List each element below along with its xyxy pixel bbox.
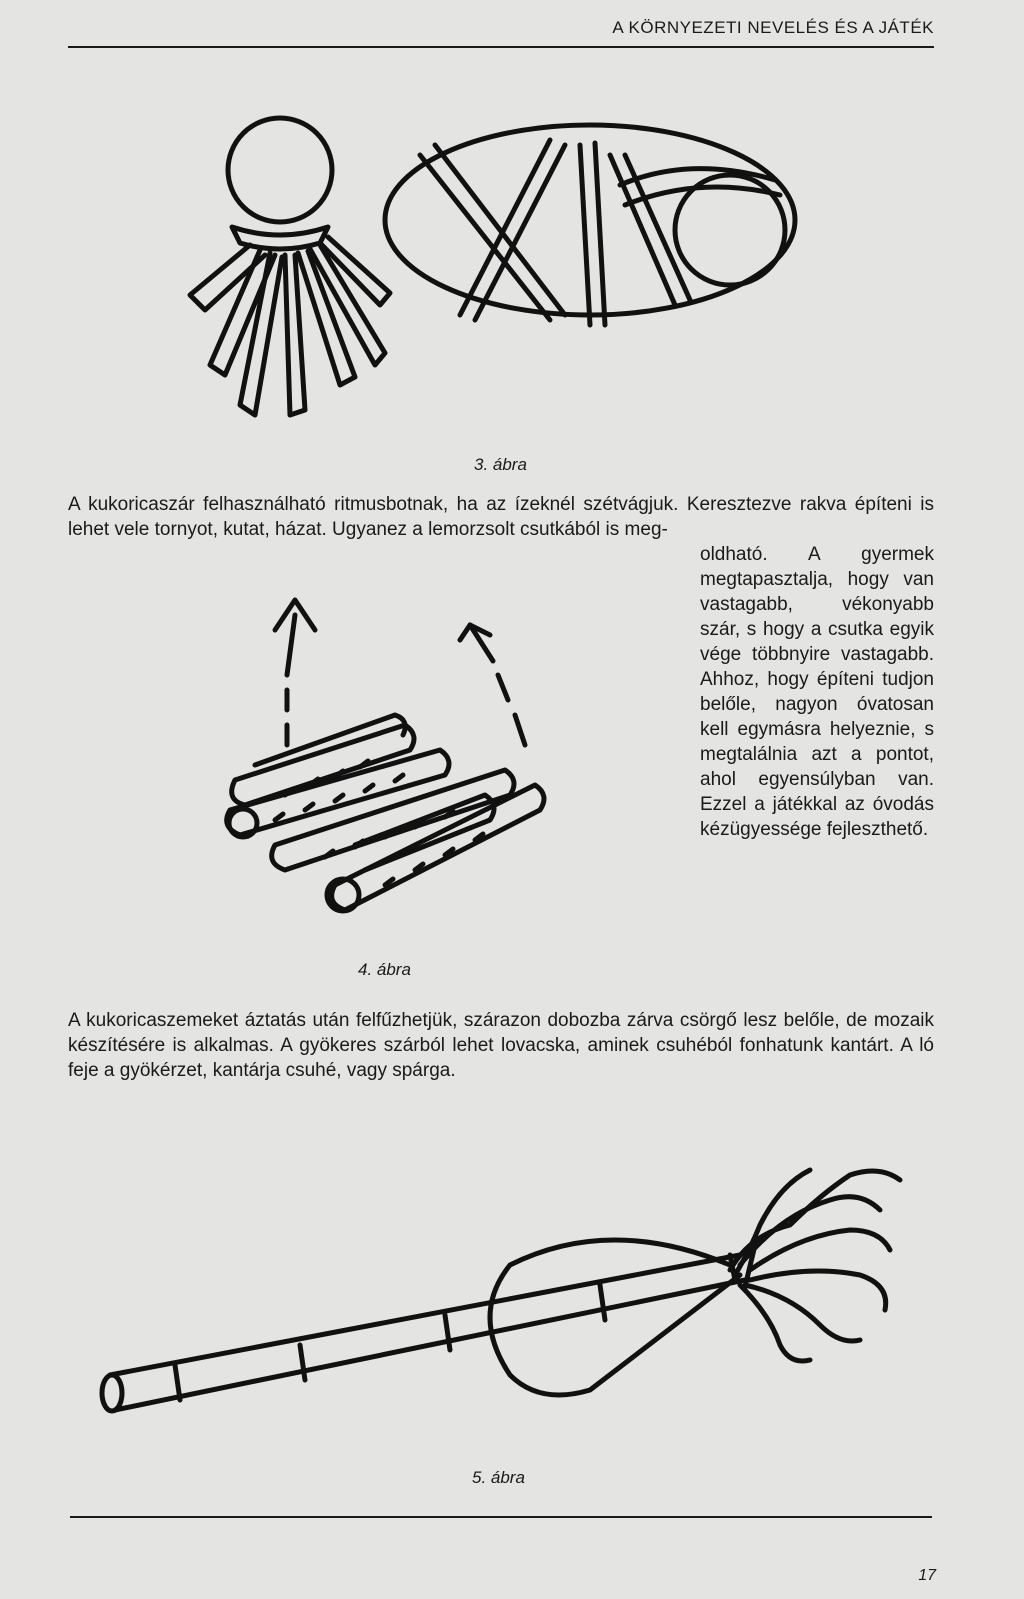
figure-4-drawing (215, 595, 560, 930)
arrow-up-left (287, 615, 295, 745)
header-rule (68, 46, 934, 48)
paragraph-kukoricaszemek: A kukoricaszemeket áztatás után felfűzhetjük, szárazon dobozba zárva csörgő lesz belőle, de mozaik készítésére is alkalmas. A gyökeres szárból lehet lovacska, aminek csuhéból fonhatunk kantárt. A ló feje a gyökérzet, kantárja csuhé, vagy spárga. (68, 1010, 934, 1081)
figure-5-caption: 5. ábra (472, 1468, 525, 1487)
corn-cob-stack (227, 715, 544, 911)
figure-3-caption: 3. ábra (474, 455, 527, 474)
running-header: A KÖRNYEZETI NEVELÉS ÉS A JÁTÉK (612, 18, 934, 37)
arrow-up-right (470, 625, 525, 745)
paragraph-ritmusbot: A kukoricaszár felhasználható ritmusbotnak, ha az ízeknél szétvágjuk. Keresztezve rakva építeni is lehet vele tornyot, kutat, házat. Ugyanez a lemorzsolt csutkából is meg- (68, 494, 934, 540)
footer-rule (70, 1516, 932, 1518)
husk-doll-head (228, 118, 332, 222)
figure-5-drawing (90, 1155, 920, 1445)
figure-4-caption: 4. ábra (358, 960, 411, 979)
root-head (730, 1170, 900, 1361)
figure-3-drawing (170, 115, 830, 445)
page-number: 17 (918, 1567, 936, 1584)
stalk-body (110, 1255, 745, 1410)
paragraph-epites: oldható. A gyermek megtapasztalja, hogy van vastagabb, vékonyabb szár, s hogy a csutka egyik vége többnyire vastagabb. Ahhoz, hogy építeni tudjon belőle, nagyon óvatosan kell egymásra helyeznie, s megtalálnia azt a pontot, ahol egyensúlyban van. Ezzel a játékkal az óvodás kézügyessége fejleszthető. (700, 544, 934, 840)
